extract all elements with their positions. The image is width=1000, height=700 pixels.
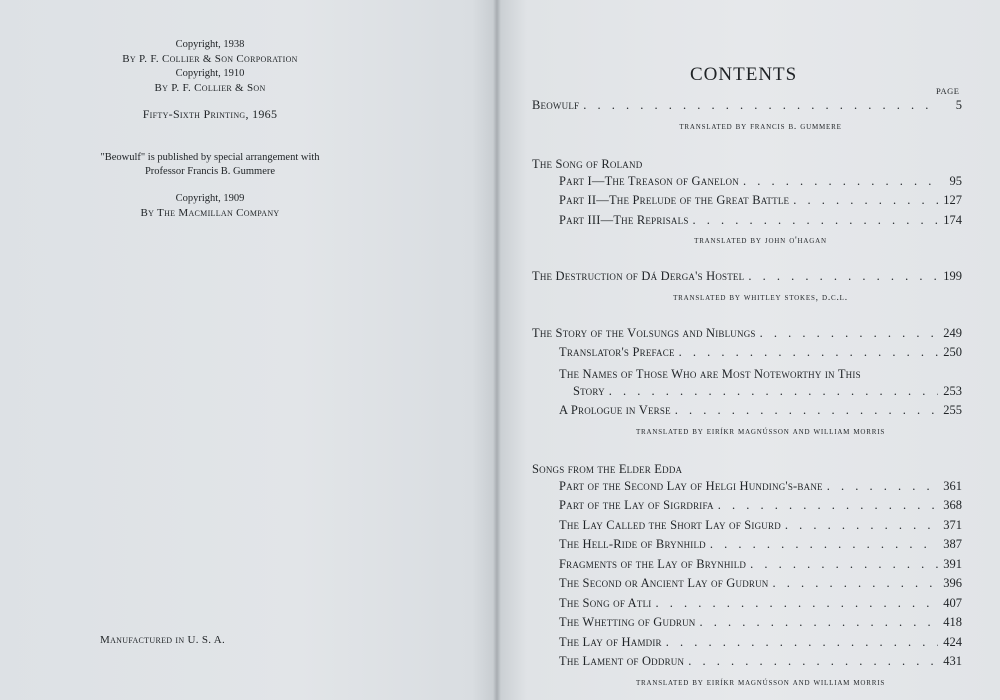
- toc-label: The Second or Ancient Lay of Gudrun: [559, 576, 769, 590]
- toc-page: 253: [943, 383, 962, 398]
- toc-page: 95: [949, 173, 962, 188]
- toc-label: The Hell-Ride of Brynhild: [559, 537, 706, 551]
- leader-dots: [693, 213, 938, 228]
- toc-entry: [532, 345, 962, 365]
- toc-page: 5: [955, 98, 962, 112]
- leader-dots: [750, 557, 938, 572]
- toc-entry: [532, 576, 962, 596]
- arrangement-note: [60, 151, 360, 179]
- left-page: [0, 0, 497, 700]
- table-of-contents: [532, 98, 962, 692]
- toc-label: Story: [573, 383, 605, 398]
- toc-entry-beowulf: [532, 98, 962, 118]
- toc-entry-volsungs: [532, 326, 962, 346]
- toc-label: The Song of Atli: [559, 595, 652, 610]
- arrangement-line: "Beowulf" is published by special arrangement with: [100, 152, 320, 163]
- edda-list: [532, 479, 962, 674]
- toc-entry: [532, 479, 962, 499]
- leader-dots: [609, 384, 938, 399]
- toc-page: 396: [943, 576, 962, 590]
- toc-entry-da-derga: [532, 269, 962, 289]
- leader-dots: [666, 635, 938, 650]
- copyright-1910: [60, 67, 360, 95]
- toc-entry: [532, 174, 962, 194]
- toc-page: 391: [943, 556, 962, 571]
- toc-page: 368: [943, 498, 962, 512]
- toc-entry: [532, 537, 962, 557]
- translator-credit: translated by whitley stokes, d.c.l.: [673, 292, 848, 303]
- leader-dots: [656, 596, 939, 611]
- book-gutter: [493, 0, 501, 700]
- copyright-holder-line: By P. F. Collier & Son Corporation: [122, 53, 298, 65]
- toc-label-wrapped: The Names of Those Who are Most Noteworthy in This: [559, 366, 861, 381]
- leader-dots: [675, 403, 938, 418]
- toc-label: The Lay Called the Short Lay of Sigurd: [559, 517, 781, 532]
- leader-dots: [773, 576, 938, 591]
- leader-dots: [827, 479, 938, 494]
- translator-credit: translated by eiríkr magnússon and william morris: [635, 426, 886, 437]
- toc-label: The Lament of Oddrun: [559, 654, 685, 668]
- toc-label: A Prologue in Verse: [559, 403, 671, 417]
- toc-entry: [532, 193, 962, 213]
- copyright-holder-line: By The Macmillan Company: [140, 207, 280, 219]
- toc-page: 250: [943, 345, 962, 359]
- leader-dots: [710, 537, 938, 552]
- toc-label: Part I—The Treason of Ganelon: [559, 173, 739, 188]
- copyright-year-line: Copyright, 1938: [175, 39, 245, 50]
- leader-dots: [688, 654, 938, 669]
- toc-entry: [532, 635, 962, 655]
- toc-entry: [532, 596, 962, 616]
- manufactured-note: Manufactured in U. S. A.: [100, 634, 226, 646]
- toc-entry: [532, 213, 962, 233]
- leader-dots: [679, 345, 938, 360]
- toc-entry: [532, 384, 962, 404]
- copyright-year-line: Copyright, 1909: [175, 193, 245, 204]
- arrangement-line: Professor Francis B. Gummere: [144, 166, 276, 177]
- toc-label: Part II—The Prelude of the Great Battle: [559, 193, 790, 207]
- leader-dots: [718, 498, 938, 513]
- page-column-header: PAGE: [936, 86, 960, 96]
- copyright-1909: [60, 192, 360, 220]
- toc-label: Part III—The Reprisals: [559, 212, 689, 227]
- toc-page: 255: [943, 403, 962, 417]
- leader-dots: [785, 518, 938, 533]
- leader-dots: [793, 193, 938, 208]
- section-title-edda: Songs from the Elder Edda: [532, 461, 683, 476]
- toc-page: 174: [943, 212, 962, 227]
- copyright-1938: [60, 38, 360, 66]
- toc-entry: [532, 498, 962, 518]
- toc-entry: [532, 403, 962, 423]
- toc-page: 431: [943, 654, 962, 668]
- translator-credit: translated by john o'hagan: [694, 236, 827, 246]
- toc-label: Part of the Second Lay of Helgi Hunding's-bane: [559, 478, 823, 493]
- translator-credit: translated by eiríkr magnússon and william morris: [635, 677, 886, 688]
- toc-page: 407: [943, 595, 962, 610]
- toc-page: 387: [943, 537, 962, 551]
- leader-dots: [748, 269, 938, 284]
- leader-dots: [700, 615, 938, 630]
- toc-page: 424: [943, 634, 962, 649]
- contents-heading: CONTENTS: [690, 64, 798, 85]
- toc-page: 361: [943, 478, 962, 493]
- copyright-holder-line: By P. F. Collier & Son: [154, 82, 266, 94]
- printing-line: [60, 107, 360, 121]
- toc-label: The Story of the Volsungs and Niblungs: [532, 325, 756, 340]
- leader-dots: [760, 326, 938, 341]
- toc-entry: [532, 654, 962, 674]
- leader-dots: [743, 174, 938, 189]
- leader-dots: [583, 98, 938, 113]
- printing-text: Fifty-Sixth Printing, 1965: [142, 107, 278, 121]
- toc-page: 249: [943, 325, 962, 340]
- toc-entry: [532, 518, 962, 538]
- toc-label: Translator's Preface: [559, 345, 675, 359]
- copyright-year-line: Copyright, 1910: [175, 68, 245, 79]
- toc-label: The Whetting of Gudrun: [559, 615, 696, 629]
- section-title-roland: The Song of Roland: [532, 156, 643, 171]
- toc-page: 371: [943, 517, 962, 532]
- toc-page: 199: [943, 269, 962, 283]
- toc-entry: [532, 557, 962, 577]
- toc-page: 418: [943, 615, 962, 629]
- toc-label: Part of the Lay of Sigrdrifa: [559, 498, 714, 512]
- translator-credit: translated by francis b. gummere: [679, 121, 842, 132]
- toc-label: The Destruction of Dá Derga's Hostel: [532, 269, 745, 283]
- toc-entry: [532, 615, 962, 635]
- toc-label: Fragments of the Lay of Brynhild: [559, 556, 747, 571]
- toc-page: 127: [943, 193, 962, 207]
- toc-label: Beowulf: [532, 98, 580, 112]
- toc-label: The Lay of Hamdir: [559, 634, 662, 649]
